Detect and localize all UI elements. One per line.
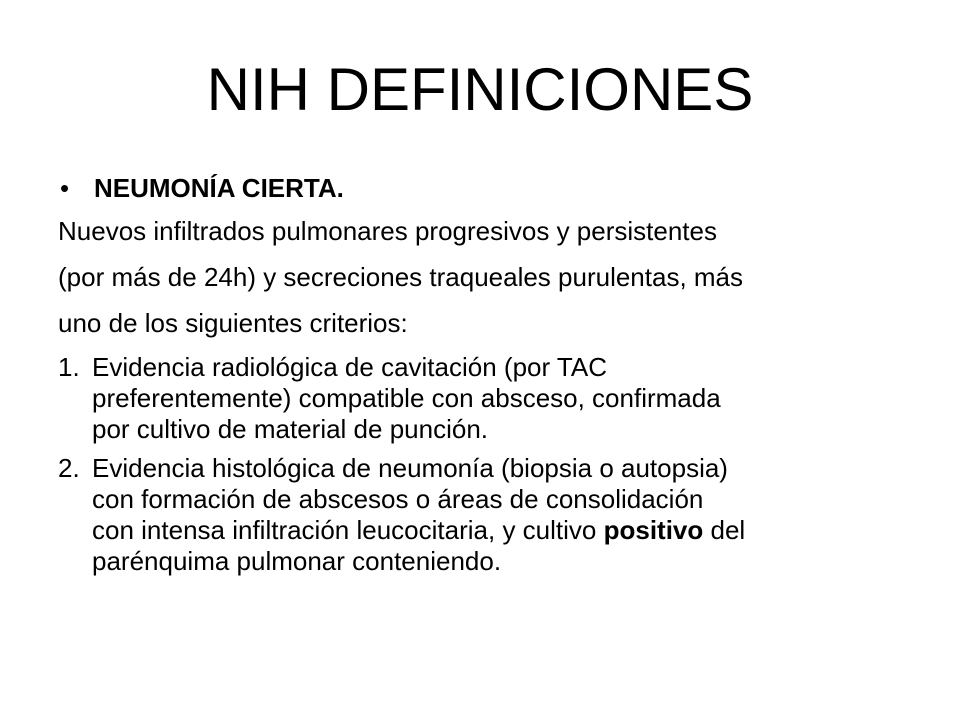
bullet-heading-text: NEUMONÍA CIERTA. <box>94 173 344 203</box>
criterion-2-line-3 <box>92 515 918 546</box>
criterion-1-number: 1. <box>58 352 80 382</box>
criterion-2-line-2: con formación de abscesos o áreas de consolidación <box>92 484 704 514</box>
intro-line-2: (por más de 24h) y secreciones traqueales purulentas, más <box>58 262 744 292</box>
criterion-2-line-4: parénquima pulmonar conteniendo. <box>92 546 502 576</box>
bullet-marker: • <box>60 173 70 203</box>
criterion-2-line-3-start: con intensa infiltración leucocitaria, y cultivo <box>92 515 604 545</box>
intro-line-1: Nuevos infiltrados pulmonares progresivos y persistentes <box>58 216 717 246</box>
slide-body <box>58 168 918 585</box>
positive-emphasis: positivo <box>603 515 704 545</box>
intro-line-3: uno de los siguientes criterios: <box>58 308 408 338</box>
criterion-2-line-1: Evidencia histológica de neumonía (biopsia o autopsia) <box>92 453 728 483</box>
criterion-1-line-3: por cultivo de material de punción. <box>92 414 489 444</box>
bullet-heading <box>58 168 918 208</box>
slide-title: NIH DEFINICIONES <box>206 56 754 123</box>
criterion-2-line-3-end: del <box>703 515 746 545</box>
criterion-1-line-2: preferentemente) compatible con absceso, confirmada <box>92 383 721 413</box>
criterion-2 <box>58 453 918 577</box>
criterion-1-line-1: Evidencia radiológica de cavitación (por TAC <box>92 352 607 382</box>
criterion-2-number: 2. <box>58 453 80 483</box>
criterion-1 <box>58 352 918 445</box>
